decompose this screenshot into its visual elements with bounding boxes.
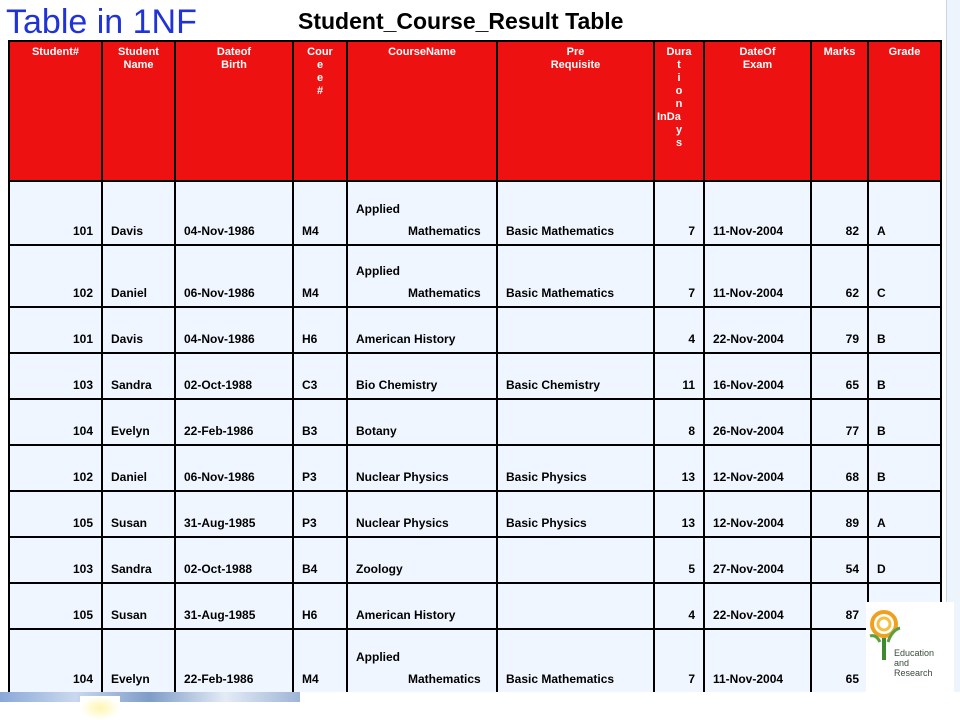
column-header-marks [811, 41, 868, 181]
column-header-text: Requisite [550, 59, 601, 71]
table-row [9, 629, 941, 693]
cell-student-no: 104 [9, 629, 102, 693]
cell-course-name [347, 245, 497, 307]
column-header-text: Name [123, 59, 154, 71]
column-header-text: e [316, 59, 324, 71]
cell-grade: A [868, 181, 941, 245]
cell-dob: 31-Aug-1985 [175, 491, 293, 537]
cell-course-name [347, 583, 497, 629]
column-header-text: DateOf [739, 46, 776, 58]
cell-student-name: Daniel [102, 245, 175, 307]
cell-marks: 54 [811, 537, 868, 583]
course-name-line: Nuclear Physics [356, 470, 449, 484]
cell-duration: 7 [654, 629, 704, 693]
cell-prereq: Basic Physics [497, 445, 654, 491]
cell-course-no: P3 [293, 445, 347, 491]
cell-marks: 89 [811, 491, 868, 537]
column-header-text: Marks [823, 46, 856, 58]
table-row [9, 307, 941, 353]
cell-duration: 8 [654, 399, 704, 445]
cell-marks: 79 [811, 307, 868, 353]
cell-duration: 13 [654, 445, 704, 491]
column-header-text: # [316, 85, 324, 97]
education-research-logo [866, 602, 954, 692]
course-name-line: Nuclear Physics [356, 516, 449, 530]
cell-student-no: 101 [9, 181, 102, 245]
table-row [9, 491, 941, 537]
cell-prereq [497, 537, 654, 583]
course-name-line: Zoology [356, 562, 403, 576]
cell-grade: B [868, 307, 941, 353]
column-header-prereq [497, 41, 654, 181]
cell-dob: 22-Feb-1986 [175, 629, 293, 693]
cell-course-name [347, 491, 497, 537]
cell-course-name [347, 399, 497, 445]
column-header-duration [654, 41, 704, 181]
course-name-line: Mathematics [408, 224, 481, 238]
table-caption: Student_Course_Result Table [298, 8, 624, 34]
column-header-date-of-exam [704, 41, 811, 181]
cell-duration: 7 [654, 245, 704, 307]
column-header-student-name [102, 41, 175, 181]
table-row [9, 181, 941, 245]
cell-grade: B [868, 399, 941, 445]
column-header-text: Grade [888, 46, 921, 58]
cell-course-no: P3 [293, 491, 347, 537]
cell-duration: 5 [654, 537, 704, 583]
cell-student-no: 104 [9, 399, 102, 445]
cell-course-name [347, 307, 497, 353]
footer-glow [80, 696, 120, 720]
table-row [9, 445, 941, 491]
course-name-line: American History [356, 608, 456, 622]
cell-duration: 7 [654, 181, 704, 245]
column-header-text: y [675, 124, 683, 136]
cell-student-no: 103 [9, 353, 102, 399]
cell-date-of-exam: 11-Nov-2004 [704, 629, 811, 693]
course-name-line: Mathematics [408, 672, 481, 686]
column-header-text: Student [118, 46, 159, 58]
column-header-text: Pre [566, 46, 585, 58]
cell-student-name: Sandra [102, 537, 175, 583]
column-header-text: t [677, 59, 681, 71]
cell-date-of-exam: 16-Nov-2004 [704, 353, 811, 399]
cell-dob: 04-Nov-1986 [175, 181, 293, 245]
column-header-text: Dateof [216, 46, 252, 58]
cell-student-no: 103 [9, 537, 102, 583]
cell-grade: B [868, 445, 941, 491]
logo-line: Education [894, 648, 935, 658]
cell-marks: 77 [811, 399, 868, 445]
column-header-text: i [677, 72, 681, 84]
cell-student-no: 105 [9, 491, 102, 537]
cell-prereq: Basic Chemistry [497, 353, 654, 399]
slide-edge [946, 0, 960, 700]
cell-course-no: M4 [293, 245, 347, 307]
column-header-grade [868, 41, 941, 181]
column-header-text: Dura [666, 46, 692, 58]
cell-course-no: M4 [293, 629, 347, 693]
cell-student-name: Susan [102, 583, 175, 629]
column-header-text: n [675, 98, 683, 110]
cell-course-name [347, 629, 497, 693]
cell-dob: 02-Oct-1988 [175, 537, 293, 583]
slide-footer-decoration [0, 692, 960, 720]
cell-prereq: Basic Mathematics [497, 629, 654, 693]
cell-course-no: H6 [293, 307, 347, 353]
cell-course-name [347, 353, 497, 399]
cell-dob: 22-Feb-1986 [175, 399, 293, 445]
table-row [9, 399, 941, 445]
slide-title: Table in 1NF [6, 3, 197, 41]
column-header-text: e [316, 72, 324, 84]
cell-prereq: Basic Physics [497, 491, 654, 537]
cell-prereq: Basic Mathematics [497, 245, 654, 307]
cell-student-name: Daniel [102, 445, 175, 491]
cell-date-of-exam: 11-Nov-2004 [704, 245, 811, 307]
column-header-text: Birth [221, 59, 247, 71]
cell-course-no: B3 [293, 399, 347, 445]
column-header-student-no [9, 41, 102, 181]
cell-prereq [497, 399, 654, 445]
cell-grade: C [868, 245, 941, 307]
column-header-course-no [293, 41, 347, 181]
cell-date-of-exam: 12-Nov-2004 [704, 445, 811, 491]
cell-grade: B [868, 353, 941, 399]
table-row [9, 537, 941, 583]
cell-course-name [347, 181, 497, 245]
cell-grade: A [868, 491, 941, 537]
table-row [9, 245, 941, 307]
cell-marks: 62 [811, 245, 868, 307]
cell-duration: 11 [654, 353, 704, 399]
table-row [9, 353, 941, 399]
cell-student-name: Davis [102, 307, 175, 353]
column-header-text: Cour [307, 46, 333, 58]
cell-student-no: 105 [9, 583, 102, 629]
column-header-text: InDa [657, 111, 681, 123]
logo-text [894, 648, 934, 678]
cell-marks: 65 [811, 353, 868, 399]
cell-duration: 4 [654, 583, 704, 629]
cell-marks: 82 [811, 181, 868, 245]
cell-course-no: M4 [293, 181, 347, 245]
footer-image-band [0, 692, 300, 702]
cell-course-name [347, 445, 497, 491]
cell-course-no: H6 [293, 583, 347, 629]
cell-course-name [347, 537, 497, 583]
cell-date-of-exam: 27-Nov-2004 [704, 537, 811, 583]
course-name-line: Mathematics [408, 286, 481, 300]
cell-student-name: Sandra [102, 353, 175, 399]
cell-date-of-exam: 12-Nov-2004 [704, 491, 811, 537]
cell-prereq [497, 307, 654, 353]
logo-line: and [894, 658, 910, 668]
column-header-text: Exam [742, 59, 773, 71]
cell-date-of-exam: 11-Nov-2004 [704, 181, 811, 245]
cell-course-no: B4 [293, 537, 347, 583]
cell-student-name: Davis [102, 181, 175, 245]
table-body [9, 181, 941, 693]
course-name-line: Applied [356, 650, 400, 664]
column-header-text: Student# [31, 46, 80, 58]
cell-dob: 31-Aug-1985 [175, 583, 293, 629]
cell-student-no: 101 [9, 307, 102, 353]
column-header-dob [175, 41, 293, 181]
column-header-text: CourseName [388, 46, 456, 58]
table-header-row [9, 41, 941, 181]
cell-date-of-exam: 26-Nov-2004 [704, 399, 811, 445]
column-header-text: o [675, 85, 683, 97]
cell-student-name: Evelyn [102, 399, 175, 445]
course-name-line: American History [356, 332, 456, 346]
course-name-line: Botany [356, 424, 397, 438]
cell-duration: 4 [654, 307, 704, 353]
table-row [9, 583, 941, 629]
cell-duration: 13 [654, 491, 704, 537]
cell-dob: 06-Nov-1986 [175, 245, 293, 307]
cell-course-no: C3 [293, 353, 347, 399]
cell-dob: 02-Oct-1988 [175, 353, 293, 399]
cell-student-no: 102 [9, 445, 102, 491]
cell-marks: 87 [811, 583, 868, 629]
cell-prereq [497, 583, 654, 629]
cell-marks: 68 [811, 445, 868, 491]
column-header-course-name [347, 41, 497, 181]
cell-student-name: Evelyn [102, 629, 175, 693]
course-name-line: Applied [356, 202, 400, 216]
course-name-line: Bio Chemistry [356, 378, 438, 392]
cell-marks: 65 [811, 629, 868, 693]
cell-dob: 04-Nov-1986 [175, 307, 293, 353]
course-name-line: Applied [356, 264, 400, 278]
cell-date-of-exam: 22-Nov-2004 [704, 307, 811, 353]
cell-student-name: Susan [102, 491, 175, 537]
cell-student-no: 102 [9, 245, 102, 307]
cell-date-of-exam: 22-Nov-2004 [704, 583, 811, 629]
logo-line: Research [894, 668, 933, 678]
cell-dob: 06-Nov-1986 [175, 445, 293, 491]
column-header-text: s [675, 137, 683, 149]
student-course-result-table [8, 40, 942, 694]
cell-prereq: Basic Mathematics [497, 181, 654, 245]
cell-grade: D [868, 537, 941, 583]
